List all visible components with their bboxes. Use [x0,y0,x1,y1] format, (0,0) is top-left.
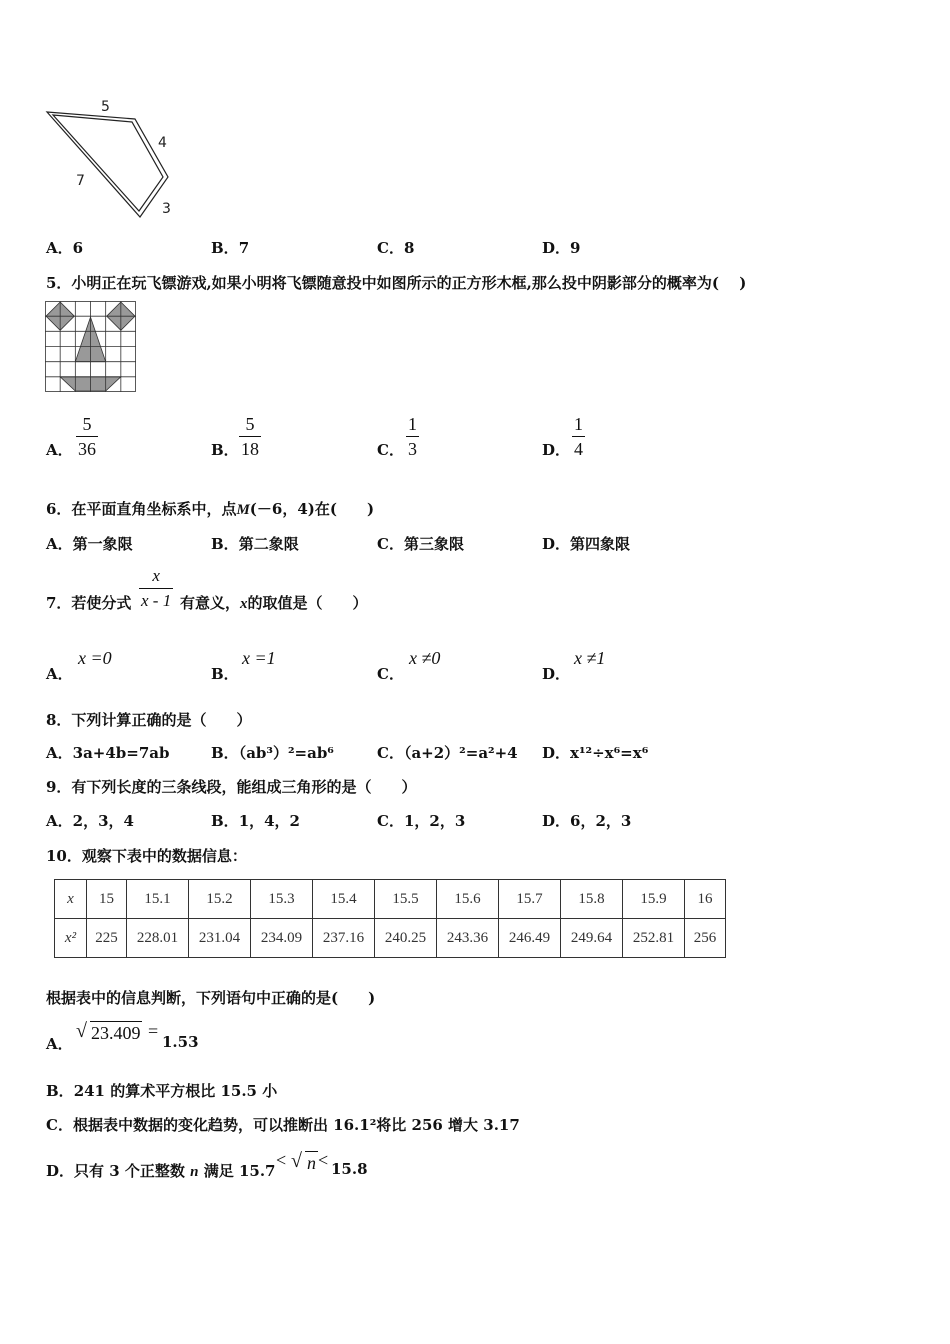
q7-option-d-expr: x ≠1 [574,648,606,668]
q7-fraction: x x - 1 [141,566,172,610]
table-cell: 228.01 [127,919,189,958]
q9-option-d: D．6，2，3 [542,812,632,830]
q4-option-a: A．6 [46,239,84,257]
q5-option-d-fraction: 1 4 [574,414,583,459]
q7-option-b-letter: B． [211,665,239,683]
q10-option-d-radicand: n [307,1153,316,1173]
table-row-x [55,880,726,919]
q10-option-c: C．根据表中数据的变化趋势，可以推断出 16.1²将比 256 增大 3.17 [46,1116,520,1134]
q10-option-a-letter: A． [46,1035,73,1053]
q9-option-c: C．1，2，3 [377,812,466,830]
q5-option-d-letter: D． [542,441,571,459]
q10-option-a-radicand: 23.409 [91,1023,141,1043]
q8-option-a: A．3a+4b=7ab [46,744,170,762]
table-cell: 15.6 [437,880,499,919]
side-label-top: 5 [101,99,110,115]
table-row-x-squared [55,919,726,958]
side-label-left: 7 [76,173,85,189]
table-cell: 225 [87,919,127,958]
q10-option-b: B．241 的算术平方根比 15.5 小 [46,1082,278,1100]
q10-option-a-eq: = [148,1021,159,1041]
q7-option-c-expr: x ≠0 [409,648,441,668]
q4-option-d: D．9 [542,239,581,257]
side-label-bottom: 3 [162,201,171,217]
q7-option-b-expr: x =1 [242,648,276,668]
q10-stem: 10．观察下表中的数据信息： [46,847,247,865]
q4-option-c: C．8 [377,239,415,257]
table-cell: 234.09 [251,919,313,958]
q5-option-b-letter: B． [211,441,239,459]
q7-option-a-letter: A． [46,665,73,683]
q5-stem: 5．小明正在玩飞镖游戏,如果小明将飞镖随意投中如图所示的正方形木框,那么投中阴影部分的概率为( ) [46,274,747,292]
q6-option-b: B．第二象限 [211,535,299,553]
q4-option-b: B．7 [211,239,250,257]
quadrilateral-frame-figure [40,95,190,225]
table-cell: 240.25 [375,919,437,958]
table-cell: 237.16 [313,919,375,958]
table-cell: x² [55,919,87,958]
table-cell: 15.2 [189,880,251,919]
table-cell: 15.8 [561,880,623,919]
q8-option-c: C．（a+2）²=a²+4 [377,744,518,762]
dartboard-grid-figure [45,301,136,392]
q8-stem: 8．下列计算正确的是（ ） [46,711,252,729]
table-cell: 15.9 [623,880,685,919]
table-cell: 243.36 [437,919,499,958]
q10-option-d-text: D．只有 3 个正整数 n 满足 15.7 [46,1162,276,1180]
q7-stem-pre: 7．若使分式 [46,594,132,612]
q10-option-d-lt-2: < [318,1150,329,1170]
table-cell: 15.4 [313,880,375,919]
q5-option-c-letter: C． [377,441,404,459]
table-cell: 249.64 [561,919,623,958]
q6-stem: 6．在平面直角坐标系中，点M(－6，4)在( ) [46,500,375,518]
q6-option-a: A．第一象限 [46,535,133,553]
q10-option-a-value: 1.53 [162,1033,199,1051]
q7-option-c-letter: C． [377,665,404,683]
q5-option-c-fraction: 1 3 [408,414,417,459]
q7-option-d-letter: D． [542,665,571,683]
table-cell: 15.5 [375,880,437,919]
side-label-right: 4 [158,135,167,151]
sqrt-sign-icon: √ [291,1150,302,1172]
q8-option-d: D．x¹²÷x⁶=x⁶ [542,744,649,762]
q7-stem-post: 有意义，x的取值是（ ） [180,594,368,612]
table-cell: 15.7 [499,880,561,919]
table-cell: 16 [685,880,726,919]
q5-option-a-letter: A． [46,441,73,459]
table-cell: x [55,880,87,919]
q5-option-b-fraction: 5 18 [241,414,259,459]
table-cell: 256 [685,919,726,958]
q9-option-b: B．1，4，2 [211,812,300,830]
q6-option-c: C．第三象限 [377,535,464,553]
q10-option-d-post: 15.8 [331,1160,368,1178]
q7-option-a-expr: x =0 [78,648,112,668]
table-cell: 246.49 [499,919,561,958]
q10-option-d-lt-1: < [276,1150,287,1170]
q5-option-a-fraction: 5 36 [78,414,96,459]
q10-question: 根据表中的信息判断，下列语句中正确的是( ) [46,989,376,1007]
q6-option-d: D．第四象限 [542,535,631,553]
q9-option-a: A．2，3，4 [46,812,134,830]
q10-option-d-sqrt [291,1148,317,1176]
table-cell: 252.81 [623,919,685,958]
sqrt-sign-icon: √ [76,1020,87,1042]
table-cell: 231.04 [189,919,251,958]
table-cell: 15 [87,880,127,919]
q9-stem: 9．有下列长度的三条线段，能组成三角形的是（ ） [46,778,417,796]
table-cell: 15.3 [251,880,313,919]
table-cell: 15.1 [127,880,189,919]
square-data-table [54,879,726,958]
q8-option-b: B．（ab³）²=ab⁶ [211,744,334,762]
